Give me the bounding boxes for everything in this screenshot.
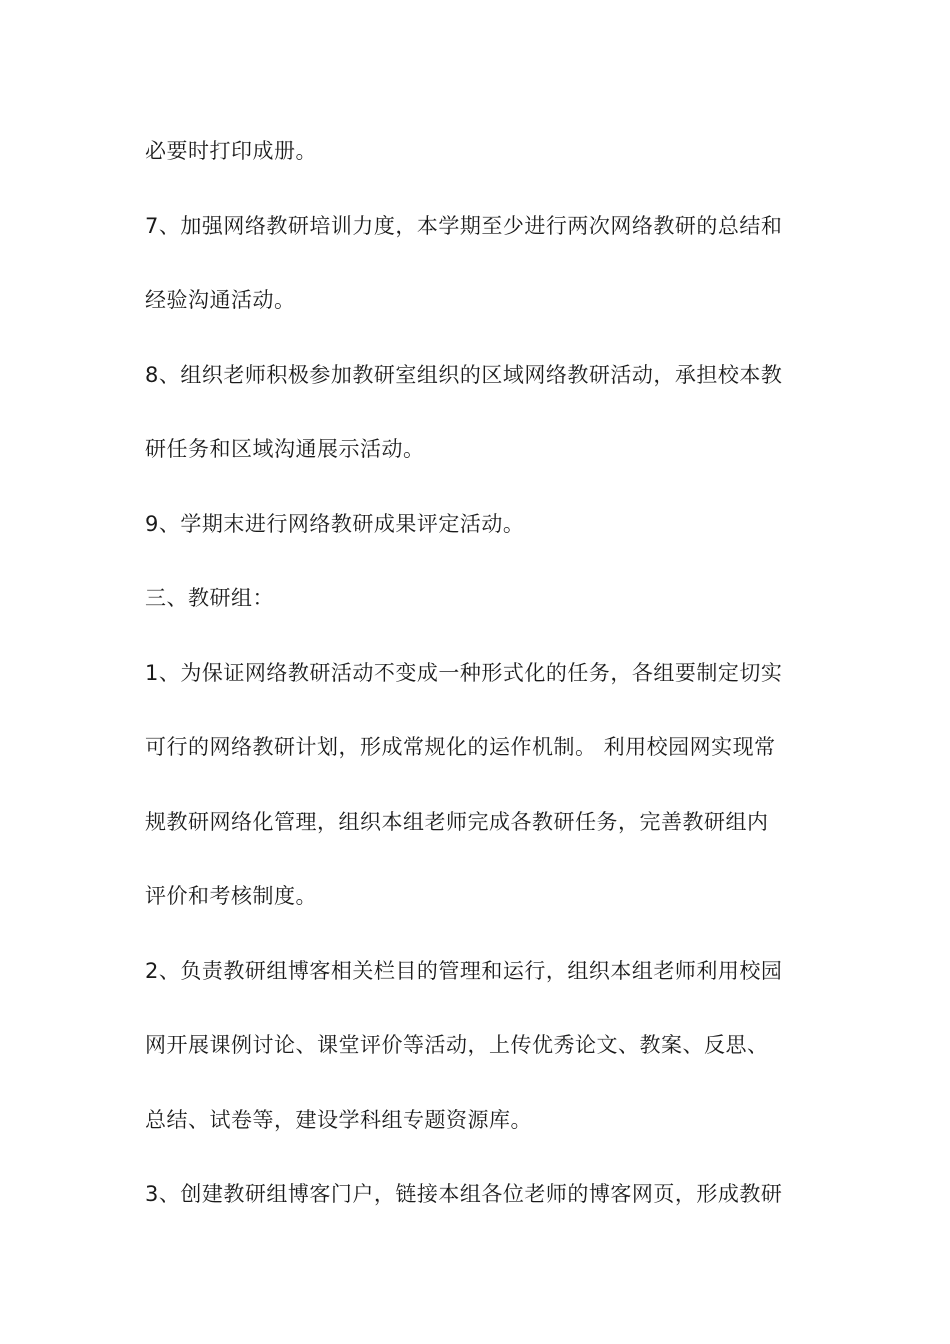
- text-line-11: 评价和考核制度。: [145, 884, 317, 908]
- text-line-4: 8、组织老师积极参加教研室组织的区域网络教研活动，承担校本教: [145, 362, 783, 387]
- text-line-10: 规教研网络化管理，组织本组老师完成各教研任务，完善教研组内: [145, 809, 769, 834]
- text-line-13: 网开展课例讨论、课堂评价等活动，上传优秀论文、教案、反思、: [145, 1033, 769, 1057]
- text-line-15: 3、创建教研组博客门户，链接本组各位老师的博客网页，形成教研: [145, 1182, 783, 1206]
- text-line-2: 7、加强网络教研培训力度，本学期至少进行两次网络教研的总结和: [145, 213, 783, 238]
- text-line-9: 可行的网络教研计划，形成常规化的运作机制。 利用校园网实现常: [145, 735, 776, 759]
- text-line-12: 2、负责教研组博客相关栏目的管理和运行，组织本组老师利用校园: [145, 958, 783, 983]
- text-line-8: 1、为保证网络教研活动不变成一种形式化的任务，各组要制定切实: [145, 660, 783, 685]
- text-line-3: 经验沟通活动。: [145, 288, 296, 312]
- text-line-6: 9、学期末进行网络教研成果评定活动。: [145, 511, 525, 536]
- text-line-5: 研任务和区域沟通展示活动。: [145, 437, 425, 461]
- section-heading: 三、教研组：: [145, 586, 274, 610]
- document-body: [145, 128, 810, 1246]
- text-line-1: 必要时打印成册。: [145, 139, 317, 163]
- text-line-14: 总结、试卷等，建设学科组专题资源库。: [145, 1107, 532, 1132]
